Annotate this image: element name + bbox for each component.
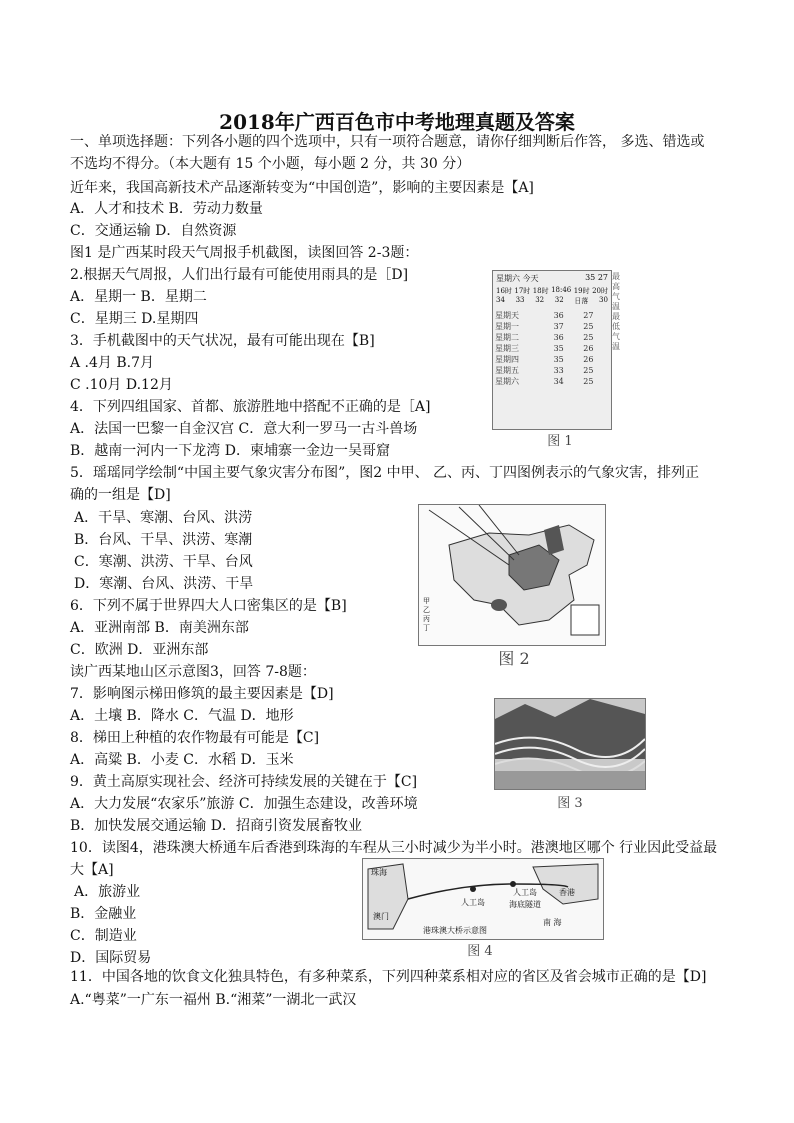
weather-hi: 34	[553, 377, 564, 386]
figure-4-caption: 图 4	[467, 944, 493, 959]
text-line: A.“粤菜”一广东一福州 B.“湘菜”一湖北一武汉	[70, 992, 357, 1008]
text-line: A．亚洲南部 B．南美洲东部	[70, 620, 249, 636]
bridge-map-title: 港珠澳大桥示意图	[423, 926, 487, 935]
label-island-2: 人工岛	[513, 888, 537, 897]
weather-lo: 26	[583, 344, 594, 353]
text-line: 9．黄土高原实现社会、经济可持续发展的关键在于【C]	[70, 774, 418, 790]
weather-day: 星期六	[495, 377, 519, 386]
label-tunnel: 海底隧道	[509, 900, 541, 909]
weather-lo: 27	[583, 311, 594, 320]
text-line: C．星期三 D.星期四	[70, 311, 199, 327]
weather-day: 星期一	[495, 322, 519, 331]
text-line: C．寒潮、洪涝、干旱、台风	[74, 554, 253, 570]
figure-3-caption: 图 3	[557, 796, 583, 811]
weather-day: 星期四	[495, 355, 519, 364]
text-line: 7．影响图示梯田修筑的最主要因素是【D]	[70, 686, 334, 702]
weather-day: 星期二	[495, 333, 519, 342]
weather-day-row	[493, 376, 611, 387]
weather-day-row	[493, 321, 611, 332]
text-line: A．高粱 B．小麦 C．水稻 D．玉米	[70, 752, 294, 768]
weather-lo: 25	[583, 377, 594, 386]
weather-lo: 25	[583, 366, 594, 375]
text-line: A．人才和技术 B．劳动力数量	[70, 201, 263, 217]
text-line: B．越南一河内一下龙湾 D．柬埔寨一金边一吴哥窟	[70, 443, 390, 459]
figure-2-caption: 图 2	[498, 649, 530, 668]
weather-side-label: 最高气温 最低气温	[612, 272, 620, 351]
weather-hi: 35	[553, 344, 564, 353]
text-line: A．土壤 B．降水 C．气温 D．地形	[70, 708, 294, 724]
figure-2-map	[418, 504, 606, 646]
map-legend: 甲 乙 丙 丁	[423, 597, 430, 632]
text-line: C．欧洲 D．亚洲东部	[70, 642, 209, 658]
figure-1-caption: 图 1	[547, 434, 573, 449]
text-line: 11．中国各地的饮食文化独具特色，有多种菜系，下列四种菜系相对应的省区及省会城市正确的是【D]	[70, 969, 707, 985]
text-line: 不选均不得分。（本大题有 15 个小题，每小题 2 分，共 30 分）	[70, 156, 471, 172]
terrace-photo-drawing	[495, 699, 645, 789]
weather-hours: 16时 17时 18时 18:46 19时 20时	[496, 286, 608, 295]
text-line: A．大力发展“农家乐”旅游 C．加强生态建设，改善环境	[70, 796, 418, 812]
label-south-sea: 南 海	[543, 918, 562, 927]
text-line: 读广西某地山区示意图3，回答 7-8题：	[70, 664, 316, 680]
text-line: A．星期一 B．星期二	[70, 289, 207, 305]
weather-day: 星期天	[495, 311, 519, 320]
text-line: D．国际贸易	[70, 950, 152, 966]
figure-1-weather: 星期六 今天 35 27 16时 17时 18时 18:46 19时 20时 34 33 32 32 日落 30 星期天 36 27 星期一 37 25 星期二 36 25 星期三 35 26 星期四 35 26 星期五 33 25 星期六 34 25	[492, 270, 612, 430]
weather-hour-temps: 34 33 32 32 日落 30	[496, 296, 608, 305]
text-line: A．干旱、寒潮、台风、洪涝	[74, 510, 253, 526]
weather-hi: 36	[553, 333, 564, 342]
text-line: A．法国一巴黎一自金汉宫 C．意大利一罗马一古斗兽场	[70, 421, 418, 437]
weather-hi: 33	[553, 366, 564, 375]
text-line: 3．手机截图中的天气状况，最有可能出现在【B]	[70, 333, 375, 349]
weather-day: 星期三	[495, 344, 519, 353]
text-line: A .4月 B.7月	[70, 355, 155, 371]
label-macau: 澳门	[373, 912, 389, 921]
figure-4-map	[362, 858, 604, 940]
text-line: B．加快发展交通运输 D．招商引资发展畜牧业	[70, 818, 362, 834]
text-line: B．台风、干旱、洪涝、寒潮	[74, 532, 253, 548]
label-hongkong: 香港	[559, 888, 575, 897]
figure-3-photo	[494, 698, 646, 790]
text-line: A．旅游业	[74, 884, 141, 900]
text-line: 8．梯田上种植的农作物最有可能是【C]	[70, 730, 320, 746]
text-line: 近年来，我国高新技术产品逐渐转变为“中国创造”，影响的主要因素是【A]	[70, 180, 534, 196]
label-island-1: 人工岛	[461, 898, 485, 907]
text-line: 6．下列不属于世界四大人口密集区的是【B]	[70, 598, 347, 614]
text-line: 5．瑶瑶同学绘制“中国主要气象灾害分布图”，图2 中甲、 乙、丙、丁四图例表示的气象灾害，排列正	[70, 465, 700, 481]
weather-lo: 25	[583, 333, 594, 342]
weather-day-row	[493, 332, 611, 343]
china-map-drawing	[419, 505, 605, 645]
text-line: 10．读图4，港珠澳大桥通车后香港到珠海的车程从三小时减少为半小时。港澳地区哪个 行业因此受益最	[70, 840, 718, 856]
weather-day: 星期五	[495, 366, 519, 375]
weather-day-row	[493, 354, 611, 365]
weather-header-day: 星期六 今天	[496, 274, 539, 283]
text-line: C．制造业	[70, 928, 137, 944]
text-line: 图1 是广西某时段天气周报手机截图，读图回答 2-3题：	[70, 245, 419, 261]
text-line: C .10月 D.12月	[70, 377, 173, 393]
text-line: 4．下列四组国家、首都、旅游胜地中搭配不正确的是［A]	[70, 399, 431, 415]
label-zhuhai: 珠海	[371, 868, 387, 877]
weather-day-row	[493, 343, 611, 354]
text-line: B．金融业	[70, 906, 137, 922]
page-title: 2018年广西百色市中考地理真题及答案	[219, 110, 575, 134]
text-line: 2.根据天气周报，人们出行最有可能使用雨具的是［D]	[70, 267, 409, 283]
text-line: 确的一组是【D]	[70, 487, 171, 503]
text-line: C．交通运输 D．自然资源	[70, 223, 237, 239]
weather-lo: 25	[583, 322, 594, 331]
weather-hi: 35	[553, 355, 564, 364]
weather-week-table	[493, 310, 611, 387]
text-line: D．寒潮、台风、洪涝、干旱	[74, 576, 254, 592]
weather-lo: 26	[583, 355, 594, 364]
text-line: 一、单项选择题：下列各小题的四个选项中，只有一项符合题意，请你仔细判断后作答， 多选、错选或	[70, 134, 705, 150]
weather-day-row	[493, 365, 611, 376]
weather-day-row	[493, 310, 611, 321]
weather-hi: 37	[553, 322, 564, 331]
text-line: 大【A]	[70, 862, 114, 878]
weather-hi: 36	[553, 311, 564, 320]
